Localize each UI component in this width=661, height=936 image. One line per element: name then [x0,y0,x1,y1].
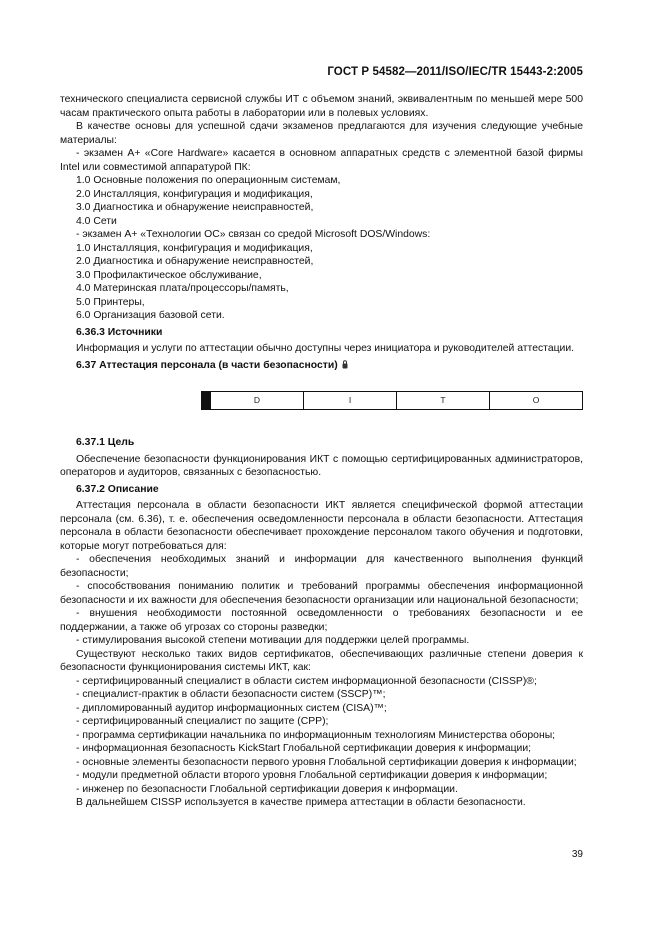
list-item: - модули предметной области второго уровня Глобальной сертификации доверия к информации; [76,770,548,781]
list-item: - сертифицированный специалист по защите (CPP); [76,716,329,727]
paragraph: Информация и услуги по аттестации обычно доступны через инициатора и руководителей аттестации. [76,343,575,354]
bar-edge [202,392,211,409]
bar-cell-o: O [489,392,582,409]
list-item: - стимулирования высокой степени мотивации для поддержки целей программы. [76,635,470,646]
list-item: 1.0 Инсталляция, конфигурация и модификация, [76,242,313,254]
list-item: - способствования пониманию политик и требований программы обеспечения информационной безопасности и их важности для обеспечения безопасности организации или национальной безопасности; [60,581,583,606]
list-item: - инженер по безопасности Глобальной сертификации доверия к информации. [76,783,458,795]
page-number: 39 [571,849,583,860]
list-item: - дипломированный аудитор информационных систем (CISA)™; [76,702,387,714]
list-item: 2.0 Диагностика и обнаружение неисправностей, [76,256,314,267]
paragraph: - экзамен А+ «Технологии ОС» связан со средой Microsoft DOS/Windows: [76,229,431,240]
list-item: - обеспечения необходимых знаний и информации для качественного выполнения функций безопасности; [60,554,583,579]
paragraph: Аттестация персонала в области безопасности ИКТ является специфической формой аттестации персонала (см. 6.36), т. е. обеспечения осведомленности персонала в области безопасности. Аттестация персонала в области безопасности обеспечивает прохождение персоналом такого обучения и подготовки, которые могут потребоваться для: [60,500,583,552]
paragraph: В качестве основы для успешной сдачи экзаменов предлагаются для изучения следующие учебные материалы: [60,121,583,146]
paragraph: Обеспечение безопасности функционирования ИКТ с помощью сертифицированных администраторов, операторов и аудиторов, связанных с безопасностью. [60,453,583,478]
list-item: - специалист-практик в области безопасности систем (SSCP)™; [76,689,386,700]
document-header: ГОСТ Р 54582—2011/ISO/IEC/TR 15443-2:2005 [327,66,583,78]
section-heading: 6.37.1 Цель [76,437,135,448]
list-item: 4.0 Материнская плата/процессоры/память, [76,283,289,294]
list-item: 2.0 Инсталляция, конфигурация и модификация, [76,188,313,200]
list-item: 3.0 Профилактическое обслуживание, [76,269,262,281]
paragraph: Существуют несколько таких видов сертификатов, обеспечивающих различные степени доверия к безопасности функционирования системы ИКТ, как: [60,648,583,673]
list-item: 1.0 Основные положения по операционным системам, [76,175,341,186]
list-item: - информационная безопасность KickStart Глобальной сертификации доверия к информации; [76,743,532,754]
section-heading-text: 6.37 Аттестация персонала (в части безопасности) [76,359,338,371]
paragraph: В дальнейшем CISSP используется в качестве примера аттестации в области безопасности. [76,797,526,808]
list-item: 4.0 Сети [76,215,117,227]
list-item: - внушения необходимости постоянной осведомленности о требованиях безопасности и ее поддержании, а также об угрозах со стороны разведки; [60,608,583,633]
list-item: 6.0 Организация базовой сети. [76,310,225,321]
section-heading [76,359,583,373]
bar-cell-t: T [396,392,489,409]
list-item: 3.0 Диагностика и обнаружение неисправностей, [76,202,314,213]
list-item: - основные элементы безопасности первого уровня Глобальной сертификации доверия к информации; [76,756,577,768]
page-content [60,93,583,810]
bar-cell-i: I [303,392,396,409]
list-item: - программа сертификации начальника по информационным технологиям Министерства обороны; [76,729,556,741]
list-item: 5.0 Принтеры, [76,296,145,308]
section-heading: 6.37.2 Описание [76,483,159,495]
key-icon [342,360,348,369]
applicability-bar [201,391,583,410]
section-heading: 6.36.3 Источники [76,326,163,338]
bar-cell-d: D [253,394,261,405]
list-item: - сертифицированный специалист в области систем информационной безопасности (CISSP)®; [76,675,537,687]
paragraph: технического специалиста сервисной службы ИТ с объемом знаний, эквивалентным по меньшей мере 500 часам практического опыта работы в лаборатории или в полевых условиях. [60,94,583,119]
paragraph: - экзамен А+ «Core Hardware» касается в основном аппаратных средств с элементной базой фирмы Intel или совместимой аппаратурой ПК: [60,148,583,173]
